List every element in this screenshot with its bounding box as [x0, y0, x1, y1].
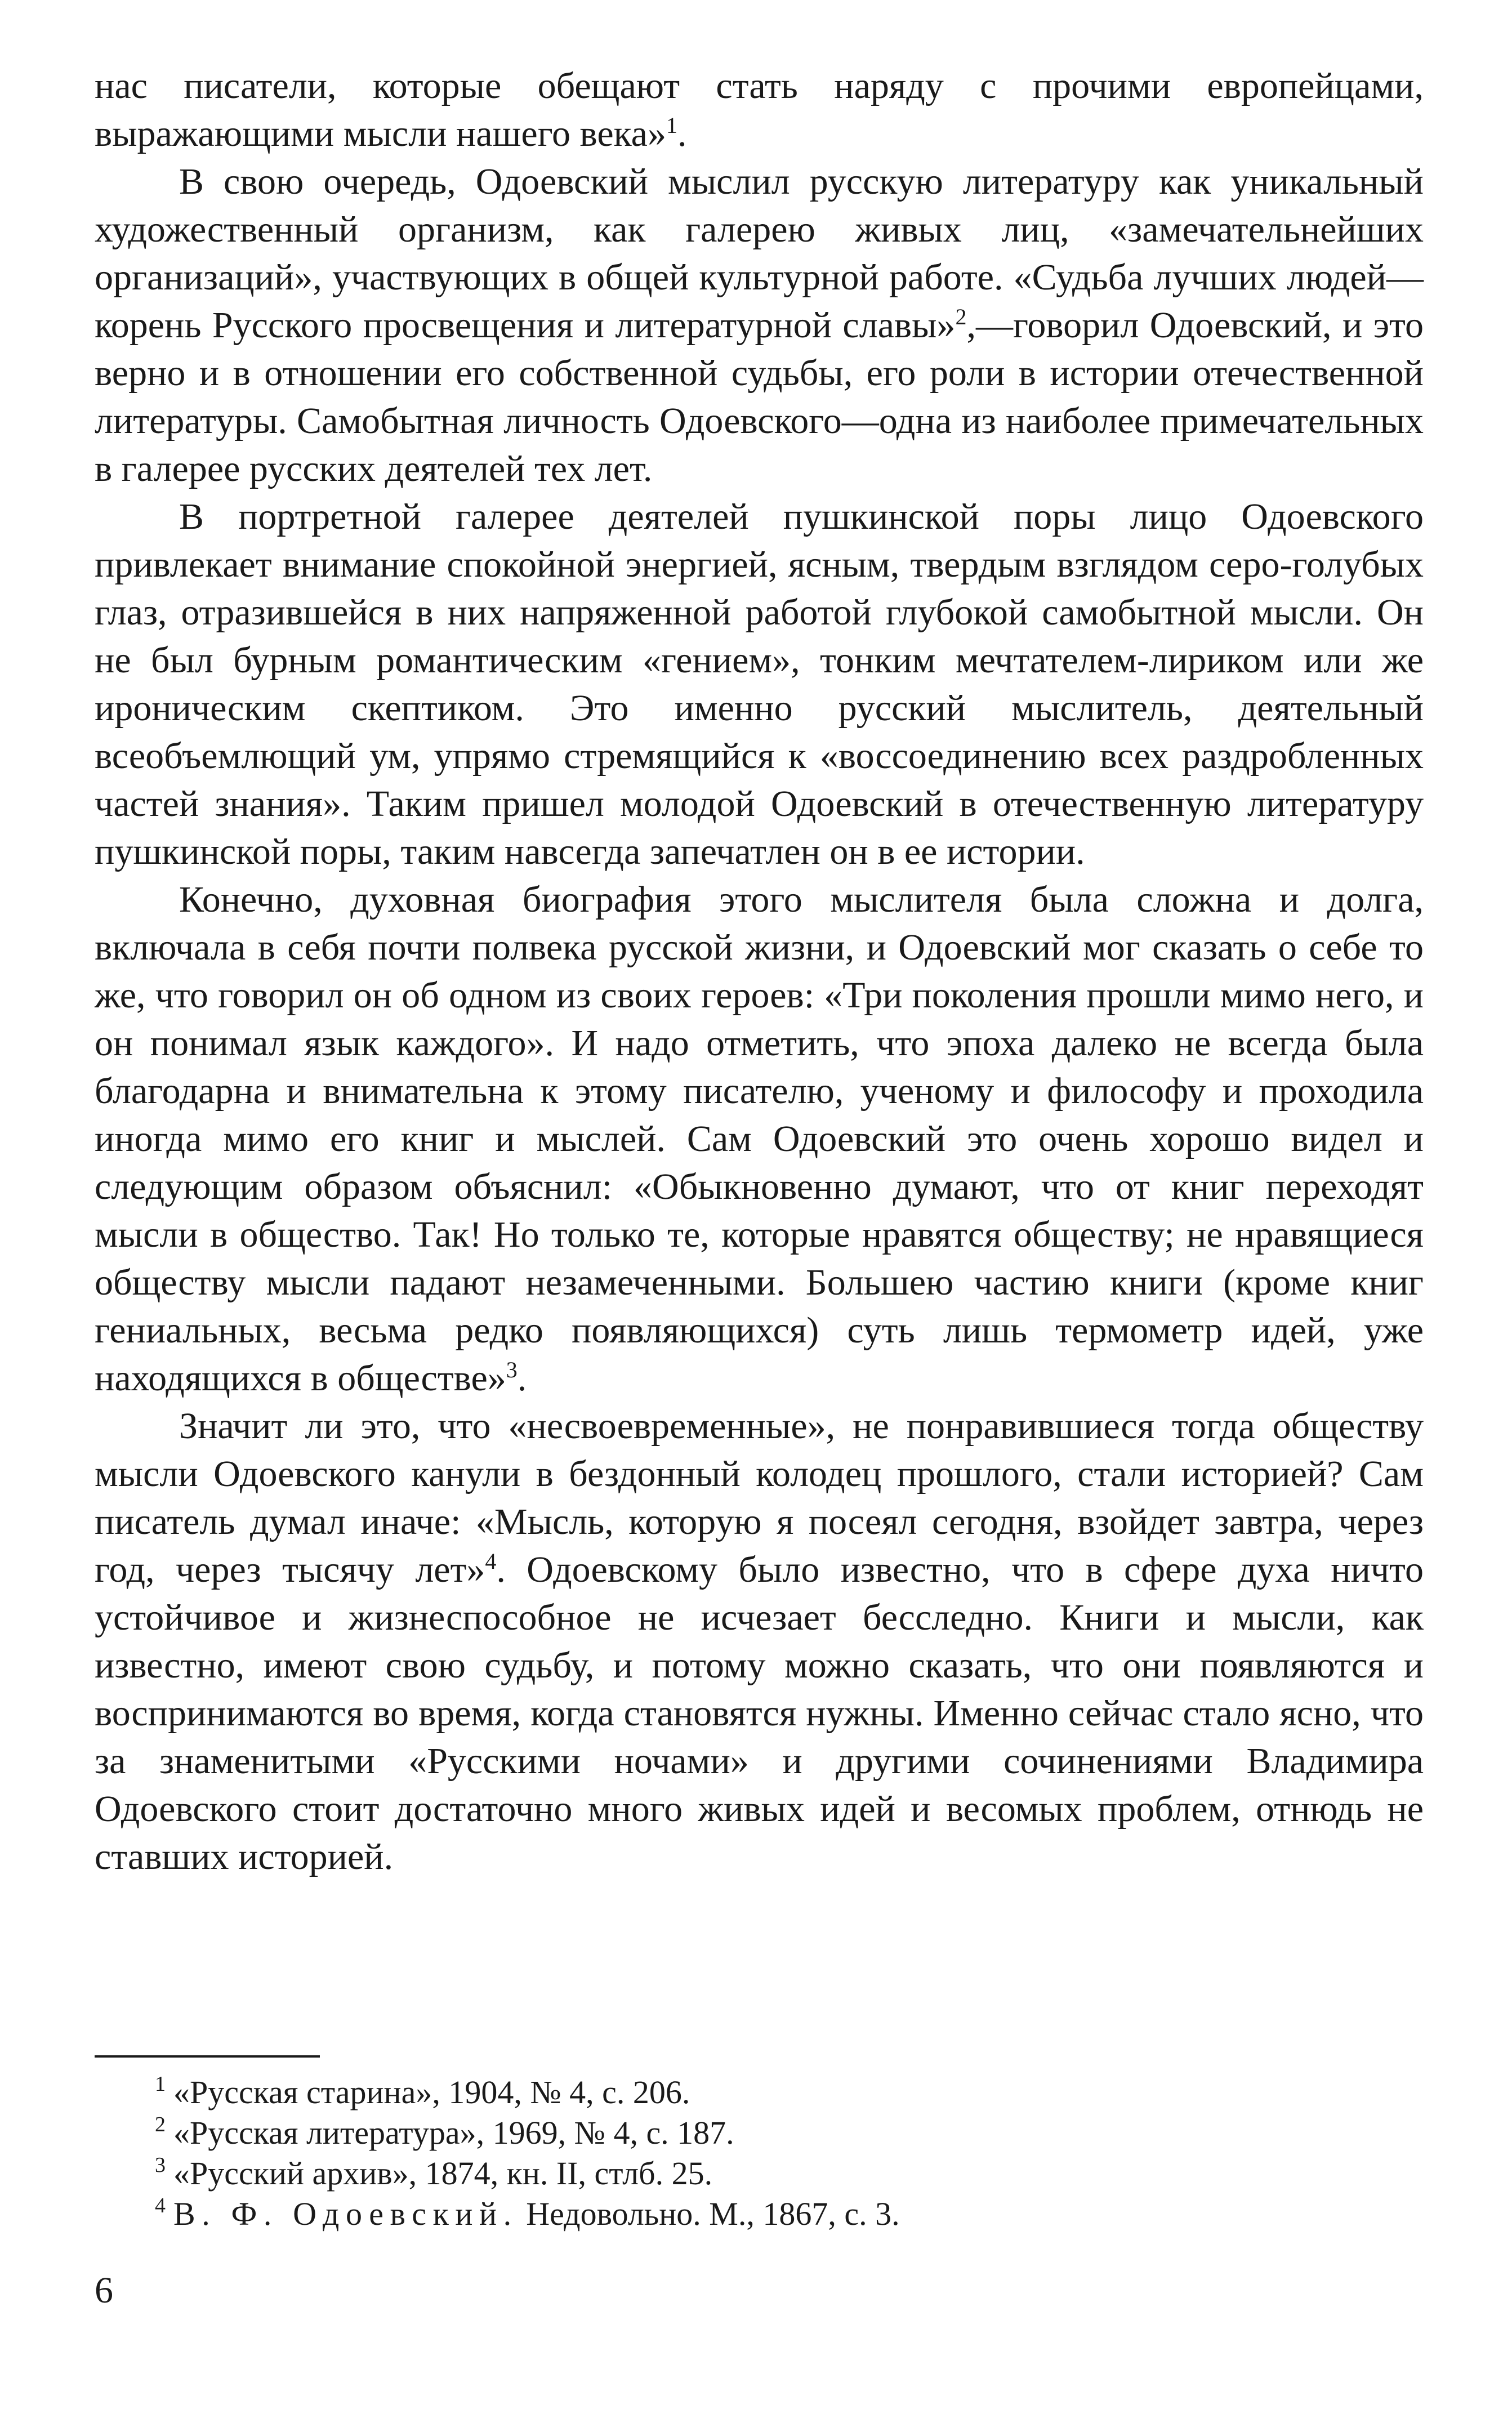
- footnotes: [95, 2072, 1424, 2234]
- page-number: 6: [95, 2270, 113, 2311]
- paragraph-1: нас писатели, которые обещают стать наряду с прочими европейцами, выражающими мысли нашего века»$^1$.: [95, 65, 1424, 154]
- footnote-ref-4: 4: [485, 1549, 497, 1574]
- footnote-divider: [95, 2055, 320, 2058]
- paragraph-5: Значит ли это, что «несвоевременные», не понравившиеся тогда обществу мысли Одоевского канули в бездонный колодец прошлого, стали историей? Сам писатель думал иначе: «Мысль, которую я посеял сегодня, взойдет завтра, через год, через тысячу лет»$^4$. Одоевскому было известно, что в сфере духа ничто устойчивое и жизнеспособное не исчезает бесследно. Книги и мысли, как известно, имеют свою судьбу, и потому можно сказать, что они появляются и воспринимаются во время, когда становятся нужны. Именно сейчас стало ясно, что за знаменитыми «Русскими ночами» и другими сочинениями Владимира Одоевского стоит достаточно много живых идей и весомых проблем, отнюдь не ставших историей.: [95, 1405, 1424, 1877]
- paragraph-4: Конечно, духовная биография этого мыслителя была сложна и долга, включала в себя почти полвека русской жизни, и Одоевский мог сказать о себе то же, что говорил он об одном из своих героев: «Три поколения прошли мимо него, и он понимал язык каждого». И надо отметить, что эпоха далеко не всегда была благодарна и внимательна к этому писателю, ученому и философу и проходила иногда мимо его книг и мыслей. Сам Одоевский это очень хорошо видел и следующим образом объяснил: «Обыкновенно думают, что от книг переходят мысли в общество. Так! Но только те, которые нравятся обществу; не нравящиеся обществу мысли падают незамеченными. Большею частию книги (кроме книг гениальных, весьма редко появляющихся) суть лишь термометр идей, уже находящихся в обществе»$^3$.: [95, 879, 1424, 1399]
- footnote-4: 4 В. Ф. Одоевский. Недовольно. М., 1867, с. 3.: [155, 2194, 900, 2232]
- footnote-ref-1: 1: [666, 113, 677, 138]
- footnote-1: 1 «Русская старина», 1904, № 4, с. 206.: [155, 2072, 690, 2110]
- footnote-author: В. Ф. Одоевский.: [173, 2196, 518, 2232]
- paragraph-3: В портретной галерее деятелей пушкинской поры лицо Одоевского привлекает внимание спокойной энергией, ясным, твердым взглядом серо-голубых глаз, отразившейся в них напряженной работой глубокой самобытной мысли. Он не был бурным романтическим «гением», тонким мечтателем-лириком или же ироническим скептиком. Это именно русский мыслитель, деятельный всеобъемлющий ум, упрямо стремящийся к «воссоединению всех раздробленных частей знания». Таким пришел молодой Одоевский в отечественную литературу пушкинской поры, таким навсегда запечатлен он в ее истории.: [95, 496, 1424, 872]
- paragraph-2: В свою очередь, Одоевский мыслил русскую литературу как уникальный художественный организм, как галерею живых лиц, «замечательнейших организаций», участвующих в общей культурной работе. «Судьба лучших людей—корень Русского просвещения и литературной славы»$^2$,—говорил Одоевский, и это верно и в отношении его собственной судьбы, его роли в истории отечественной литературы. Самобытная личность Одоевского—одна из наиболее примечательных в галерее русских деятелей тех лет.: [95, 161, 1424, 489]
- footnote-ref-3: 3: [506, 1357, 518, 1382]
- footnote-ref-2: 2: [955, 304, 967, 329]
- footnote-3: 3 «Русский архив», 1874, кн. II, стлб. 25.: [155, 2153, 713, 2192]
- main-text: [95, 62, 1424, 1881]
- footnote-2: 2 «Русская литература», 1969, № 4, с. 187.: [155, 2113, 734, 2151]
